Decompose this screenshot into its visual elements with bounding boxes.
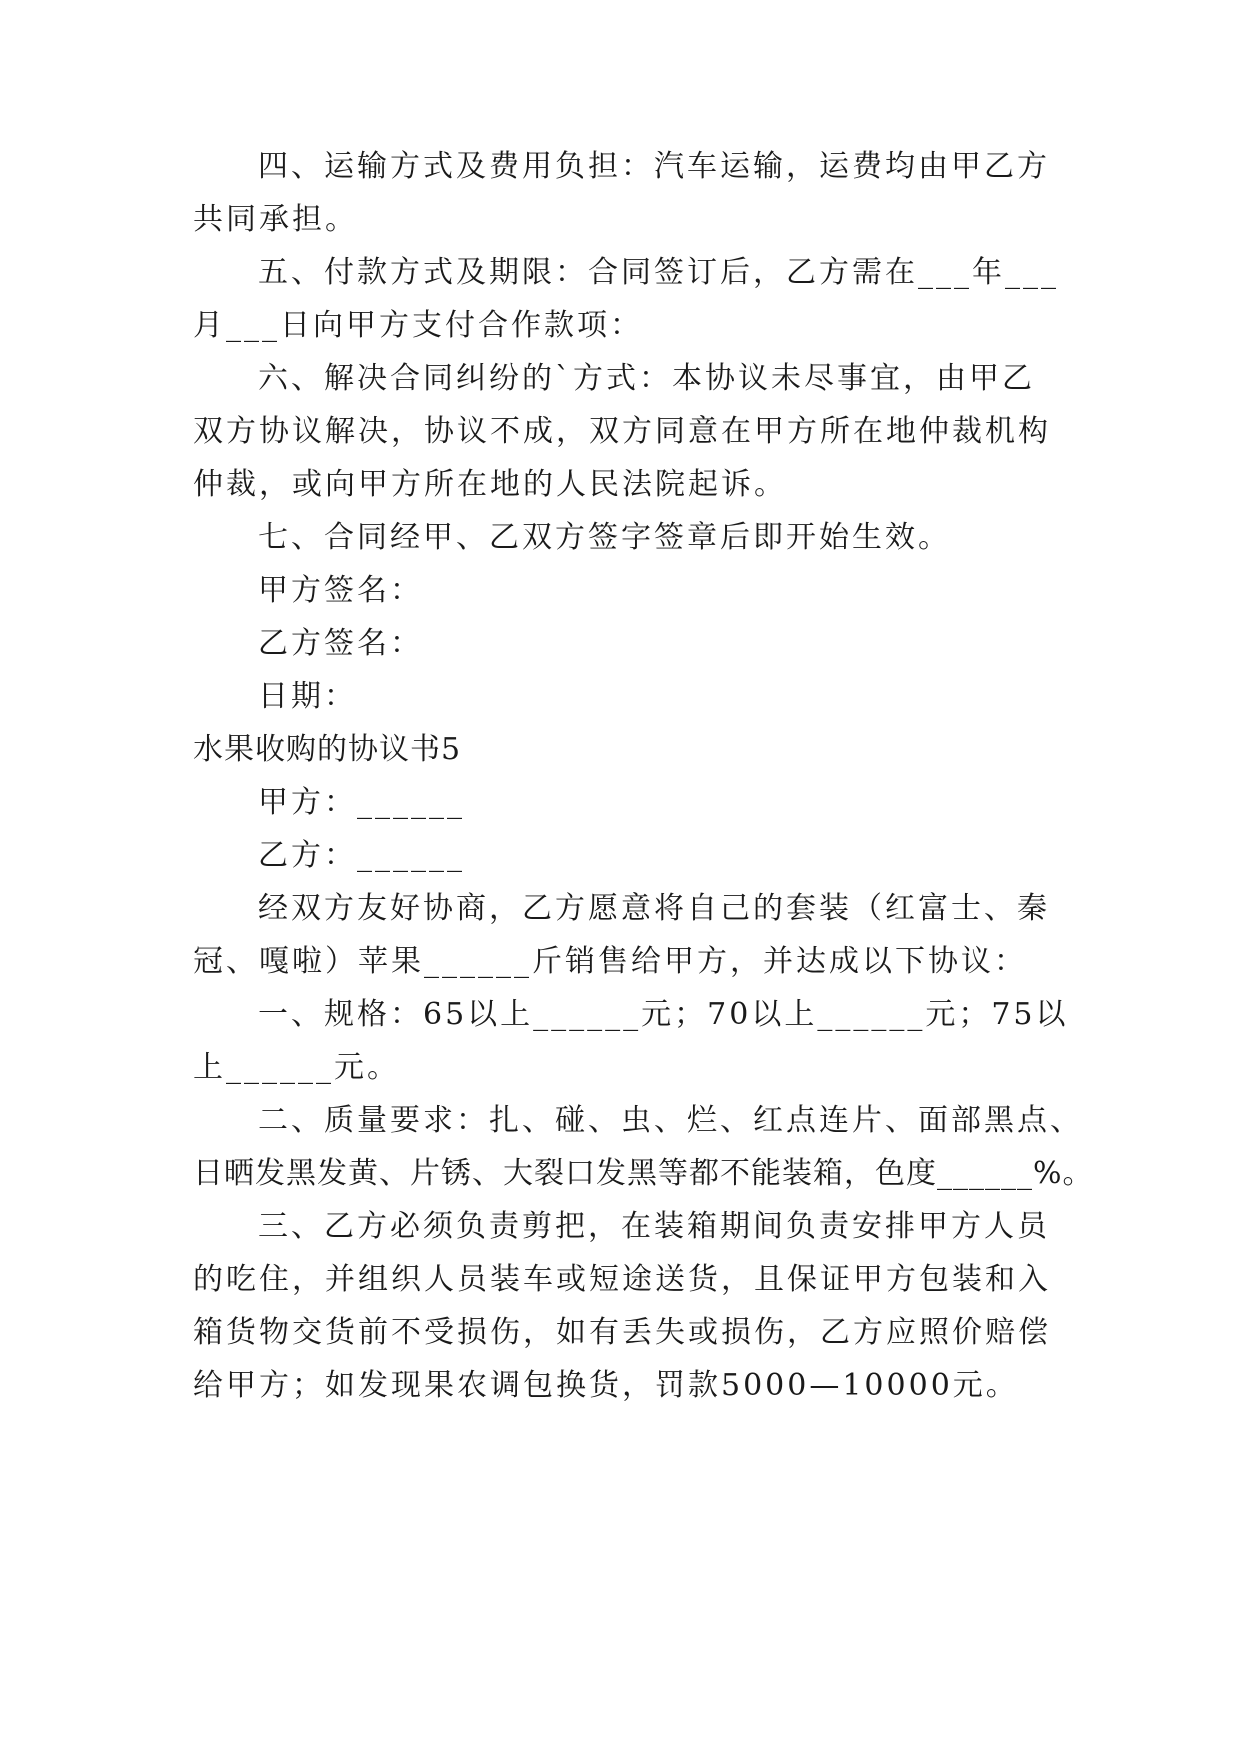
date-label: 日期： (258, 679, 357, 714)
clause-3-line-4: 给甲方；如发现果农调包换货，罚款5000—10000元。 (193, 1368, 1019, 1403)
agreement-title: 水果收购的协议书5 (193, 732, 462, 767)
clause-3-line-1: 三、乙方必须负责剪把，在装箱期间负责安排甲方人员 (258, 1209, 1050, 1244)
clause-4-line-2: 共同承担。 (193, 202, 358, 237)
clause-5-line-1: 五、付款方式及期限：合同签订后，乙方需在___年___ (258, 255, 1059, 290)
clause-6-line-1: 六、解决合同纠纷的`方式：本协议未尽事宜，由甲乙 (258, 361, 1035, 396)
clause-3-line-3: 箱货物交货前不受损伤，如有丢失或损伤，乙方应照价赔偿 (193, 1315, 1051, 1350)
clause-4-line-1: 四、运输方式及费用负担：汽车运输，运费均由甲乙方 (258, 149, 1050, 184)
clause-3-line-2: 的吃住，并组织人员装车或短途送货，且保证甲方包装和入 (193, 1262, 1051, 1297)
party-b-field: 乙方：______ (258, 838, 465, 873)
party-b-signature-label: 乙方签名： (258, 626, 423, 661)
clause-6-line-3: 仲裁，或向甲方所在地的人民法院起诉。 (193, 467, 787, 502)
party-a-field: 甲方：______ (258, 785, 465, 820)
preamble-line-2: 冠、嘎啦）苹果______斤销售给甲方，并达成以下协议： (193, 944, 1027, 979)
clause-7-line-1: 七、合同经甲、乙双方签字签章后即开始生效。 (258, 520, 951, 555)
spec-clause-line-1: 一、规格：65以上______元；70以上______元；75以 (258, 997, 1069, 1032)
spec-clause-line-2: 上______元。 (193, 1050, 400, 1085)
quality-clause-line-1: 二、质量要求：扎、碰、虫、烂、红点连片、面部黑点、 (258, 1103, 1083, 1138)
clause-6-line-2: 双方协议解决，协议不成，双方同意在甲方所在地仲裁机构 (193, 414, 1051, 449)
party-a-signature-label: 甲方签名： (258, 573, 423, 608)
clause-5-line-2: 月___日向甲方支付合作款项： (193, 308, 643, 343)
quality-clause-line-2: 日晒发黑发黄、片锈、大裂口发黑等都不能装箱，色度______%。 (193, 1156, 1094, 1191)
preamble-line-1: 经双方友好协商，乙方愿意将自己的套装（红富士、秦 (258, 891, 1050, 926)
